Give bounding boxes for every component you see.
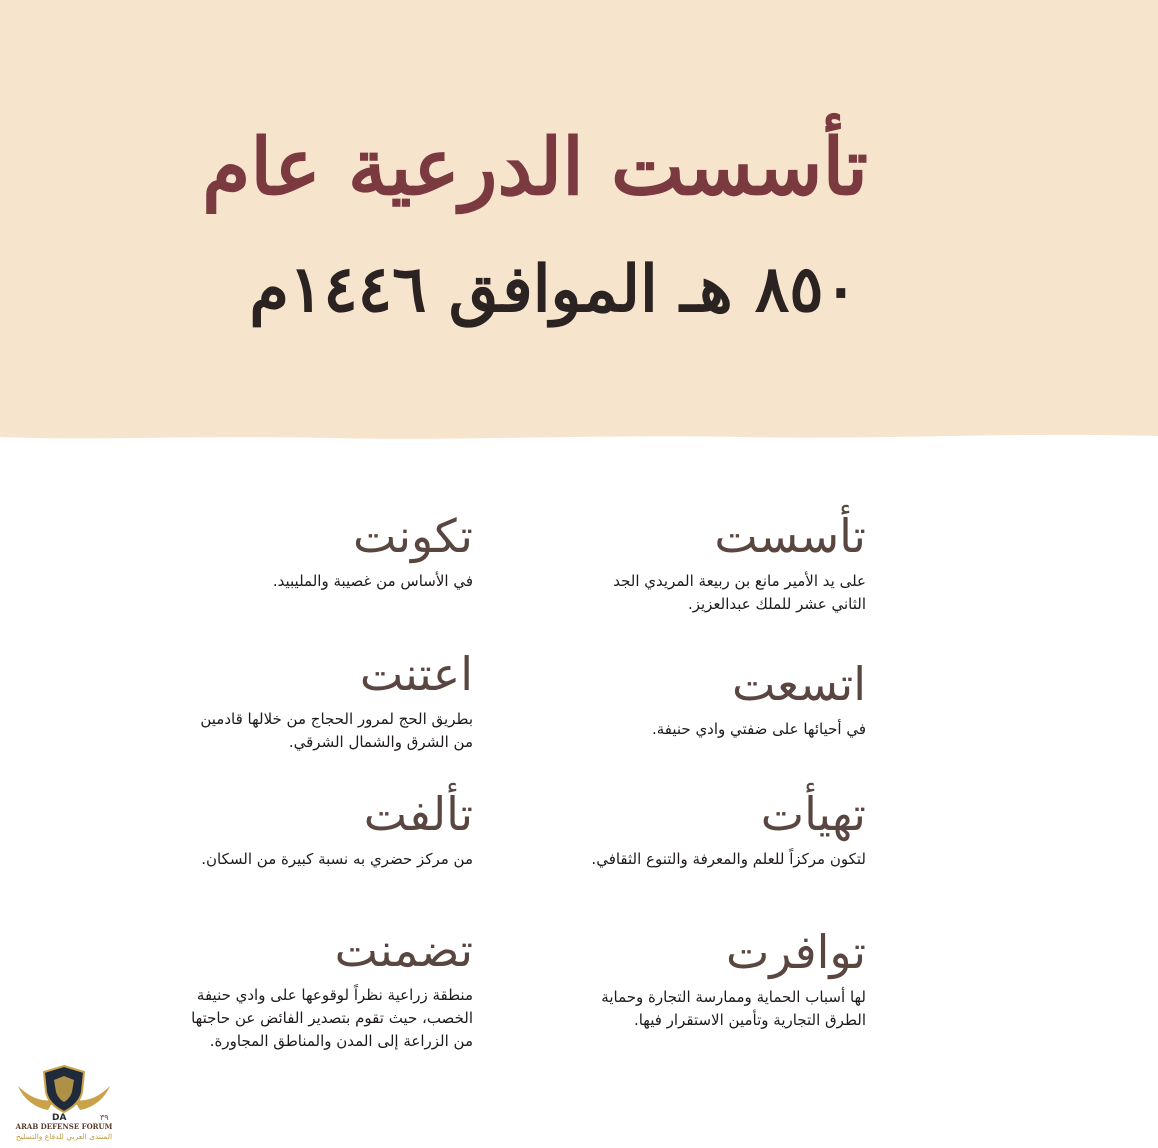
fact-text: لها أسباب الحماية وممارسة التجارة وحماية الطرق التجارية وتأمين الاستقرار فيها. <box>601 988 866 1029</box>
fact-item <box>566 784 866 871</box>
fact-heading: تأسست <box>714 509 866 563</box>
logo-name-ar: المنتدى العربي للدفاع والتسليح <box>15 1132 113 1141</box>
fact-item <box>183 644 473 754</box>
fact-text: على يد الأمير مانع بن ربيعة المريدي الجد الثاني عشر للملك عبدالعزيز. <box>613 572 866 613</box>
fact-heading: تكونت <box>353 509 473 563</box>
fact-heading: اتسعت <box>732 657 866 711</box>
fact-item <box>576 506 866 616</box>
fact-text: منطقة زراعية نظراً لوقوعها على وادي حنيفة الخصب، حيث تقوم بتصدير الفائض عن حاجتها من الزراعة إلى المدن والمناطق المجاورة. <box>191 986 473 1050</box>
fact-heading: توافرت <box>725 925 866 979</box>
logo-number: ٣٩ <box>100 1113 109 1122</box>
fact-text: في أحيائها على ضفتي وادي حنيفة. <box>651 720 866 738</box>
header-banner <box>0 0 1158 450</box>
page-title: تأسست الدرعية عام <box>202 122 868 213</box>
banner-wave-shape <box>0 0 1158 450</box>
logo-badge: DA <box>52 1113 67 1122</box>
shield-wings-icon <box>8 1058 120 1122</box>
fact-heading: تألفت <box>363 787 473 841</box>
fact-text: من مركز حضري به نسبة كبيرة من السكان. <box>201 850 473 868</box>
arab-defense-forum-logo <box>8 1058 120 1146</box>
fact-text: بطريق الحج لمرور الحجاج من خلالها قادمين من الشرق والشمال الشرقي. <box>200 710 473 751</box>
fact-item <box>576 654 866 741</box>
logo-name-en: ARAB DEFENSE FORUM <box>15 1122 113 1131</box>
fact-item <box>576 922 866 1032</box>
fact-text: في الأساس من غصيبة والمليبيد. <box>272 572 473 590</box>
fact-heading: تهيأت <box>760 787 866 841</box>
fact-text: لتكون مركزاً للعلم والمعرفة والتنوع الثقافي. <box>591 850 866 868</box>
fact-heading: اعتنت <box>359 647 473 701</box>
fact-heading: تضمنت <box>334 923 473 977</box>
page-subtitle-date: ٨٥٠ هـ الموافق ١٤٤٦م <box>249 252 858 327</box>
fact-item <box>173 784 473 871</box>
fact-item <box>173 920 473 1053</box>
fact-item <box>183 506 473 593</box>
